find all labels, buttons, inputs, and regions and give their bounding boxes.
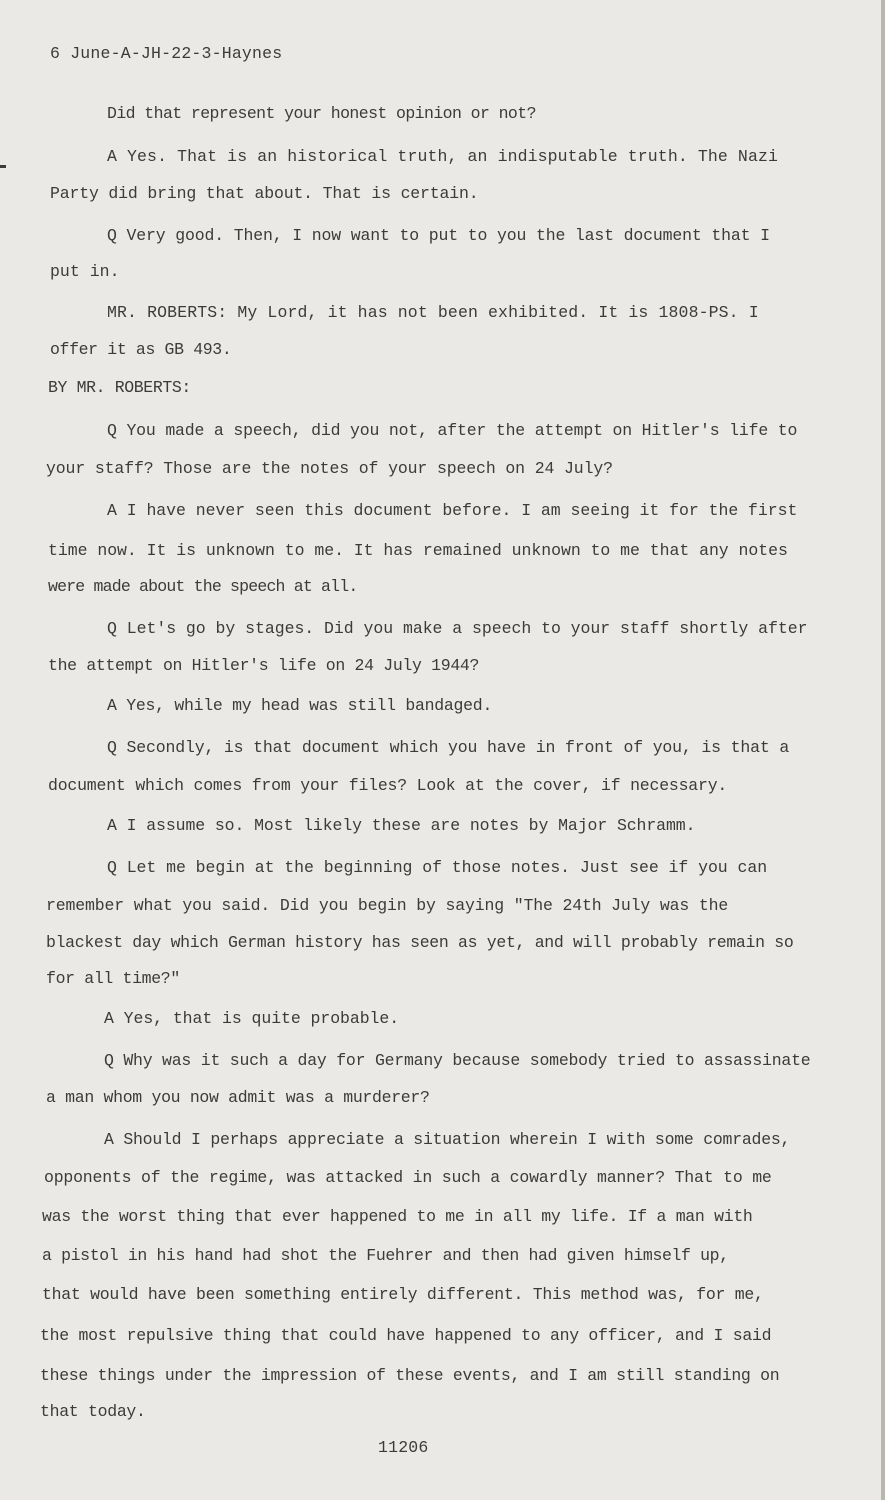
- transcript-line: A Yes, while my head was still bandaged.: [107, 696, 493, 715]
- transcript-line: offer it as GB 493.: [50, 340, 232, 359]
- transcript-line: BY MR. ROBERTS:: [48, 378, 191, 397]
- transcript-line: Did that represent your honest opinion or not?: [107, 104, 536, 123]
- transcript-line: Q Very good. Then, I now want to put to you the last document that I: [107, 226, 770, 245]
- transcript-line: your staff? Those are the notes of your speech on 24 July?: [46, 459, 613, 478]
- page-header: 6 June-A-JH-22-3-Haynes: [50, 44, 283, 63]
- transcript-line: remember what you said. Did you begin by saying "The 24th July was the: [46, 896, 729, 915]
- transcript-line: document which comes from your files? Look at the cover, if necessary.: [48, 776, 728, 795]
- margin-tick-mark: [0, 165, 6, 168]
- transcript-line: Party did bring that about. That is certain.: [50, 184, 479, 203]
- transcript-line: for all time?": [46, 969, 180, 988]
- transcript-line: blackest day which German history has seen as yet, and will probably remain so: [46, 933, 794, 952]
- transcript-line: a man whom you now admit was a murderer?: [46, 1088, 430, 1107]
- transcript-line: were made about the speech at all.: [48, 577, 358, 596]
- transcript-line: Q Why was it such a day for Germany because somebody tried to assassinate: [104, 1051, 811, 1070]
- transcript-line: A I have never seen this document before. I am seeing it for the first: [107, 501, 798, 520]
- transcript-line: A Yes, that is quite probable.: [104, 1009, 400, 1028]
- transcript-line: these things under the impression of these events, and I am still standing on: [40, 1366, 780, 1385]
- transcript-line: Q Secondly, is that document which you have in front of you, is that a: [107, 738, 790, 757]
- transcript-line: put in.: [50, 262, 120, 281]
- page-number: 11206: [378, 1438, 429, 1457]
- transcript-line: MR. ROBERTS: My Lord, it has not been exhibited. It is 1808-PS. I: [107, 303, 759, 322]
- transcript-line: opponents of the regime, was attacked in such a cowardly manner? That to me: [44, 1168, 772, 1187]
- transcript-line: that today.: [40, 1402, 146, 1421]
- transcript-line: that would have been something entirely different. This method was, for me,: [42, 1285, 764, 1304]
- transcript-line: the most repulsive thing that could have happened to any officer, and I said: [40, 1326, 772, 1345]
- transcript-line: a pistol in his hand had shot the Fuehrer and then had given himself up,: [42, 1246, 729, 1265]
- transcript-line: Q Let's go by stages. Did you make a speech to your staff shortly after: [107, 619, 808, 638]
- transcript-line: Q Let me begin at the beginning of those notes. Just see if you can: [107, 858, 768, 877]
- transcript-line: A Should I perhaps appreciate a situation wherein I with some comrades,: [104, 1130, 791, 1149]
- transcript-line: A Yes. That is an historical truth, an indisputable truth. The Nazi: [107, 147, 778, 166]
- transcript-line: the attempt on Hitler's life on 24 July 1944?: [48, 656, 480, 675]
- transcript-line: A I assume so. Most likely these are notes by Major Schramm.: [107, 816, 696, 835]
- transcript-line: time now. It is unknown to me. It has remained unknown to me that any notes: [48, 541, 788, 560]
- transcript-line: Q You made a speech, did you not, after the attempt on Hitler's life to: [107, 421, 798, 440]
- transcript-line: was the worst thing that ever happened to me in all my life. If a man with: [42, 1207, 753, 1226]
